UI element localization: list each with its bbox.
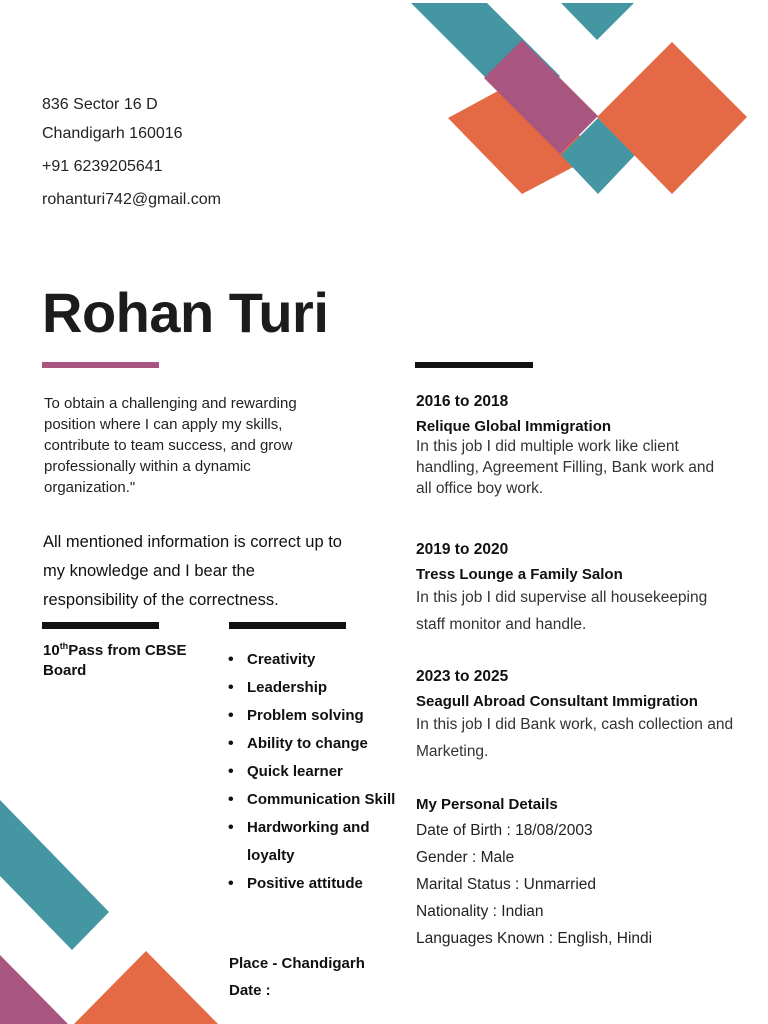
education-item <box>43 636 213 681</box>
personal-row-dob: Date of Birth : 18/08/2003 <box>416 822 593 839</box>
skill-item: • Problem solving <box>228 702 427 730</box>
experience-item <box>416 393 736 499</box>
skills-bar <box>229 622 346 629</box>
skill-item: • Hardworking and loyalty <box>228 814 377 870</box>
skill-item: • Leadership <box>228 674 427 702</box>
deco-teal-stripe-bottom <box>0 800 109 950</box>
job-company: Relique Global Immigration <box>416 418 612 435</box>
skill-item: • Ability to change <box>228 730 427 758</box>
job-period: 2016 to 2018 <box>416 393 509 410</box>
email-address: rohanturi742@gmail.com <box>42 191 221 208</box>
job-period: 2019 to 2020 <box>416 541 509 558</box>
personal-details-title: My Personal Details <box>416 796 558 813</box>
address-line1: 836 Sector 16 D <box>42 96 158 113</box>
skill-item: • Quick learner <box>228 758 427 786</box>
experience-bar <box>415 362 533 368</box>
address-line2: Chandigarh 160016 <box>42 125 183 142</box>
declaration-text: All mentioned information is correct up to my knowledge and I bear the responsibility of the correctness. <box>43 533 342 609</box>
deco-teal-triangle-top <box>561 3 634 40</box>
personal-row-nationality: Nationality : Indian <box>416 903 544 920</box>
job-description: In this job I did supervise all housekeeping staff monitor and handle. <box>416 589 708 633</box>
skill-item: • Communication Skill <box>228 786 427 814</box>
skill-item: • Creativity <box>228 646 427 674</box>
phone-number: +91 6239205641 <box>42 158 163 175</box>
skill-item: • Positive attitude <box>228 870 427 898</box>
personal-details <box>416 796 652 952</box>
job-company: Tress Lounge a Family Salon <box>416 566 623 583</box>
job-description: In this job I did multiple work like client handling, Agreement Filling, Bank work and all office boy work. <box>416 438 715 497</box>
education-grade: 10 <box>43 642 60 659</box>
personal-row-marital: Marital Status : Unmarried <box>416 876 597 893</box>
experience-item <box>416 668 736 765</box>
experience-item <box>416 541 736 638</box>
education-bar <box>42 622 159 629</box>
deco-orange-triangle-bottom <box>74 951 218 1024</box>
job-description: In this job I did Bank work, cash collection and Marketing. <box>416 716 734 760</box>
job-period: 2023 to 2025 <box>416 668 509 685</box>
name-underline-bar <box>42 362 159 368</box>
place-label: Place - Chandigarh <box>229 955 365 972</box>
education-text: Pass from CBSE Board <box>43 642 187 679</box>
place-date-block <box>229 950 365 1004</box>
education-suffix: th <box>59 641 69 651</box>
candidate-name: Rohan Turi <box>42 281 329 344</box>
date-label: Date : <box>229 982 271 999</box>
personal-row-gender: Gender : Male <box>416 849 515 866</box>
deco-purple-triangle-bottom <box>0 955 68 1024</box>
personal-row-languages: Languages Known : English, Hindi <box>416 930 653 947</box>
objective-text: To obtain a challenging and rewarding position where I can apply my skills, contribute to team success, and grow professionally within a dynamic organization." <box>44 395 297 496</box>
job-company: Seagull Abroad Consultant Immigration <box>416 693 698 710</box>
skills-list <box>228 646 427 898</box>
